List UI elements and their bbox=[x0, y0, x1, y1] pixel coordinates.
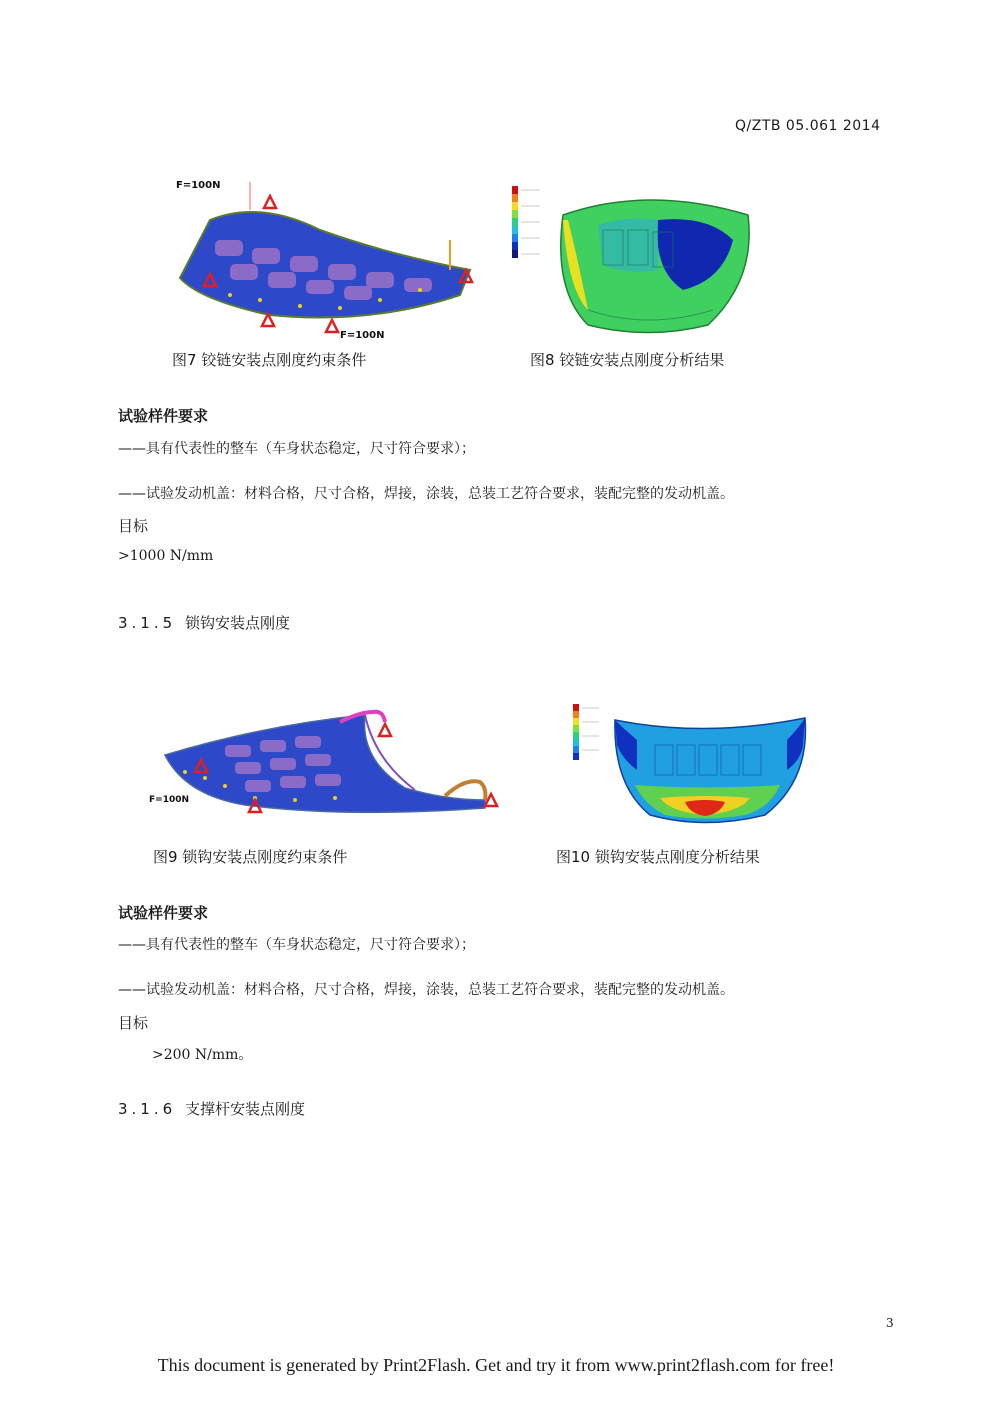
section-3-1-6-number: 3.1.6 bbox=[118, 1100, 177, 1118]
figure-9-latch-constraint-model bbox=[145, 700, 505, 830]
figure-8-caption: 图8 铰链安装点刚度分析结果 bbox=[530, 351, 725, 369]
figure-10-color-legend bbox=[573, 704, 599, 760]
figure-9-caption: 图9 锁钩安装点刚度约束条件 bbox=[153, 848, 348, 866]
target-value-1: >1000 N/mm bbox=[118, 548, 214, 564]
section-3-1-5-number: 3.1.5 bbox=[118, 614, 177, 632]
page-number: 3 bbox=[886, 1316, 894, 1330]
figure-9-force-label: F=100N bbox=[149, 795, 190, 805]
figure-10-caption: 图10 锁钩安装点刚度分析结果 bbox=[556, 848, 760, 866]
specimen-requirements-heading-1: 试验样件要求 bbox=[118, 407, 209, 425]
requirement-line-1a: ——具有代表性的整车（车身状态稳定，尺寸符合要求）； bbox=[118, 441, 475, 457]
document-code: Q/ZTB 05.061 2014 bbox=[735, 118, 881, 134]
target-value-2: >200 N/mm。 bbox=[152, 1047, 253, 1063]
target-label-1: 目标 bbox=[118, 517, 149, 535]
figure-7-caption: 图7 铰链安装点刚度约束条件 bbox=[172, 351, 367, 369]
section-3-1-5-title: 锁钩安装点刚度 bbox=[184, 614, 290, 632]
requirement-line-1b: ——试验发动机盖：材料合格，尺寸合格，焊接，涂装，总装工艺符合要求，装配完整的发动机盖。 bbox=[118, 486, 734, 502]
figure-7-force-label-2: F=100N bbox=[340, 330, 385, 341]
figure-10-latch-analysis-contour bbox=[565, 690, 815, 830]
section-3-1-5-heading bbox=[118, 612, 290, 633]
target-label-2: 目标 bbox=[118, 1014, 149, 1032]
section-3-1-6-heading bbox=[118, 1098, 305, 1119]
requirement-line-2a: ——具有代表性的整车（车身状态稳定，尺寸符合要求）； bbox=[118, 937, 475, 953]
print2flash-footer: This document is generated by Print2Flash. Get and try it from www.print2flash.com for free! bbox=[157, 1355, 835, 1375]
figure-8-hinge-analysis-contour bbox=[508, 160, 768, 345]
figure-8-color-legend bbox=[512, 186, 540, 258]
requirement-line-2b: ——试验发动机盖：材料合格，尺寸合格，焊接，涂装，总装工艺符合要求，装配完整的发动机盖。 bbox=[118, 982, 734, 998]
section-3-1-6-title: 支撑杆安装点刚度 bbox=[184, 1100, 305, 1118]
figure-7-hinge-constraint-model bbox=[170, 160, 510, 345]
specimen-requirements-heading-2: 试验样件要求 bbox=[118, 904, 209, 922]
figure-7-force-label-1: F=100N bbox=[176, 180, 221, 191]
